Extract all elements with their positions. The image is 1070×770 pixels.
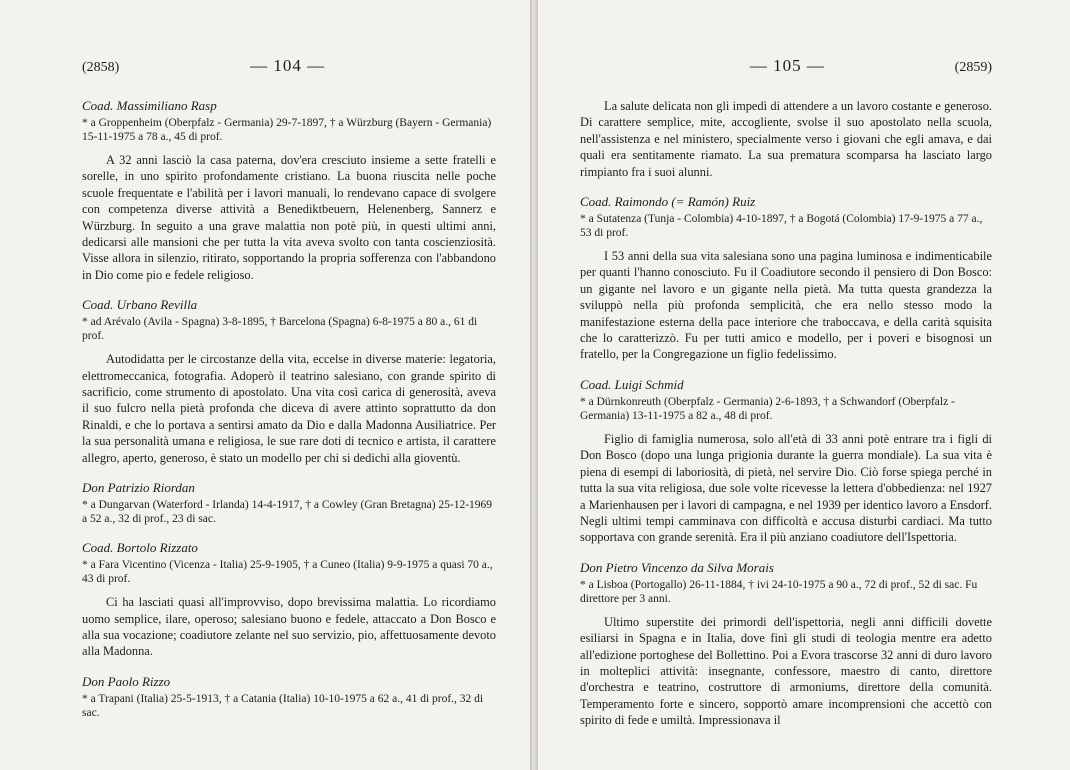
obituary-entry bbox=[580, 560, 992, 729]
continued-text bbox=[580, 98, 992, 180]
obituary-entry bbox=[82, 674, 496, 720]
entry-bio: * a Sutatenza (Tunja - Colombia) 4-10-1897, † a Bogotá (Colombia) 17-9-1975 a 77 a., 53 di prof. bbox=[580, 213, 983, 240]
entry-text: A 32 anni lasciò la casa paterna, dov'era cresciuto insieme a sette fratelli e sorelle, in uno spirito profondamente cristiano. La buona riuscita nelle poche scuole frequentate e l'abilità per i lavori manuali, lo rendevano capace di svolgere con competenza diverse attività a Benediktbeuern, Helenenberg, Sannerz e Würzburg. In seguito a una grave malattia non potè più, in questi ultimi anni, dedicarsi alle mansioni che per tutta la vita aveva svolto con tanta coscienziosità. Visse allora in silenzio, ritirato, sopportando la propria sofferenza con l'abbandono in Dio come pio e fedele religioso. bbox=[82, 153, 496, 282]
obituary-entry bbox=[82, 480, 496, 526]
entry-name: Coad. Raimondo (= Ramón) Ruiz bbox=[580, 194, 756, 210]
entry-text: Ci ha lasciati quasi all'improvviso, dopo brevissima malattia. Lo ricordiamo uomo semplice, ilare, operoso; salesiano buono e fedele, attaccato a Don Bosco e alla sua vocazione; coadiutore zelante nel suo servizio, pio, affettuosamente devoto alla Madonna. bbox=[82, 595, 496, 659]
obituary-entry bbox=[82, 98, 496, 283]
left-page bbox=[0, 0, 530, 770]
obituary-entry bbox=[82, 540, 496, 660]
entry-name: Coad. Luigi Schmid bbox=[580, 376, 684, 392]
right-page bbox=[538, 0, 1070, 770]
entry-text: Figlio di famiglia numerosa, solo all'età di 33 anni potè entrare tra i figli di Don Bosco (dopo una lunga prigionia durante la guerra mondiale). La sua vita è piena di esempi di laboriosità, di pietà, nel servire Dio. Ciò forse spiega perché in tutta la sua vita religiosa, due sole volte ricevesse la lettera d'obbedienza: nel 1927 a Marienhausen per i lavori di campagna, e nel 1939 per identico lavoro a Ensdorf. Negli ultimi tempi camminava con difficoltà e accusa disturbi cardiaci. Ma tutto sopportava con grande serenità. Era il più anziano coadiutore dell'Ispettoria. bbox=[580, 431, 992, 545]
entry-name: Don Paolo Rizzo bbox=[82, 673, 171, 689]
page-number: — 104 — bbox=[250, 56, 326, 75]
entry-bio: * a Dungarvan (Waterford - Irlanda) 14-4-1917, † a Cowley (Gran Bretagna) 25-12-1969 a 52 a., 32 di prof., 23 di sac. bbox=[82, 499, 493, 526]
book-gutter bbox=[530, 0, 538, 770]
page-number: — 105 — bbox=[749, 56, 825, 75]
entry-name: Coad. Urbano Revilla bbox=[82, 297, 198, 313]
entry-text: I 53 anni della sua vita salesiana sono una pagina luminosa e indimenticabile per quanti l'hanno conosciuto. Fu il Coadiutore secondo il pensiero di Don Bosco: un gigante nel lavoro e un gigante nella pietà. Ma tutta questa grandezza la sviluppò nella più profonda semplicità, che era nello stesso modo la manifestazione esterna della pace interiore che traboccava, e della carità squisita che lo caratterizzò. Fu per tutti amico e modello, per i poveri e bisognosi un fratello, per la Congregazione un figlio fedelissimo. bbox=[580, 249, 992, 362]
entry-text: La salute delicata non gli impedì di attendere a un lavoro costante e generoso. Di carattere semplice, mite, accogliente, svolse il suo apostolato nella scuola, nell'assistenza e nel ministero, specialmente verso i giovani che egli amava, e dai quali era sentitamente riamato. La sua prematura scomparsa ha lasciato largo rimpianto fra i suoi alunni. bbox=[580, 99, 992, 179]
obituary-entry bbox=[82, 297, 496, 466]
entry-bio: * ad Arévalo (Avila - Spagna) 3-8-1895, † Barcelona (Spagna) 6-8-1975 a 80 a., 61 di prof. bbox=[82, 316, 478, 343]
entry-name: Coad. Bortolo Rizzato bbox=[82, 540, 198, 556]
archive-number: (2858) bbox=[82, 60, 120, 75]
entry-text: Autodidatta per le circostanze della vita, eccelse in diverse materie: legatoria, elettromeccanica, fotografia. Adoperò il teatrino salesiano, con grande spirito di sacrificio, come strumento di apostolato. Una vita così carica di generosità, aveva il suo fulcro nella pietà profonda che diceva di avere attinto soprattutto da don Rinaldi, e che lo portava a sentirsi amato da Dio e dalla Madonna Ausiliatrice. Per la sua personalità umana e religiosa, le sue rare doti di tecnico e artista, il carattere allegro, aperto, generoso, è stato un modello per chi si dedichi alla gioventù. bbox=[82, 352, 496, 465]
obituary-entry bbox=[580, 194, 992, 363]
right-page-header bbox=[580, 56, 992, 76]
entry-name: Coad. Massimiliano Rasp bbox=[82, 98, 217, 113]
entry-bio: * a Dürnkonreuth (Oberpfalz - Germania) 2-6-1893, † a Schwandorf (Oberpfalz - Germania) 13-11-1975 a 82 a., 48 di prof. bbox=[580, 395, 955, 422]
entry-name: Don Patrizio Riordan bbox=[82, 480, 195, 496]
obituary-entry bbox=[580, 377, 992, 546]
archive-number: (2859) bbox=[954, 60, 992, 75]
left-page-header bbox=[82, 56, 496, 76]
entry-bio: * a Fara Vicentino (Vicenza - Italia) 25-9-1905, † a Cuneo (Italia) 9-9-1975 a quasi 70 a., 43 di prof. bbox=[82, 559, 493, 586]
entry-bio: * a Lisboa (Portogallo) 26-11-1884, † ivi 24-10-1975 a 90 a., 72 di prof., 52 di sac. Fu direttore per 3 anni. bbox=[580, 578, 978, 605]
entry-name: Don Pietro Vincenzo da Silva Morais bbox=[580, 559, 774, 575]
entry-bio: * a Groppenheim (Oberpfalz - Germania) 29-7-1897, † a Würzburg (Bayern - Germania) 15-11-1975 a 78 a., 45 di prof. bbox=[82, 117, 492, 143]
entry-text: Ultimo superstite dei primordi dell'ispettoria, negli anni difficili dovette esiliarsi in Spagna e in Italia, dove finì gli studi di teologia mentre era adetto all'edizione portoghese del Bollettino. Poi a Evora trascorse 32 anni di duro lavoro in molteplici attività: insegnante, confessore, maestro di canto, direttore d'orchestra e teatrino, costruttore di armoniums, direttore della comunità. Temperamento forte e sincero, sopportò amare incomprensioni che accettò con spirito di fede e umiltà. Impressionava il bbox=[580, 614, 992, 728]
entry-bio: * a Trapani (Italia) 25-5-1913, † a Catania (Italia) 10-10-1975 a 62 a., 41 di prof., 32 di sac. bbox=[82, 692, 484, 719]
